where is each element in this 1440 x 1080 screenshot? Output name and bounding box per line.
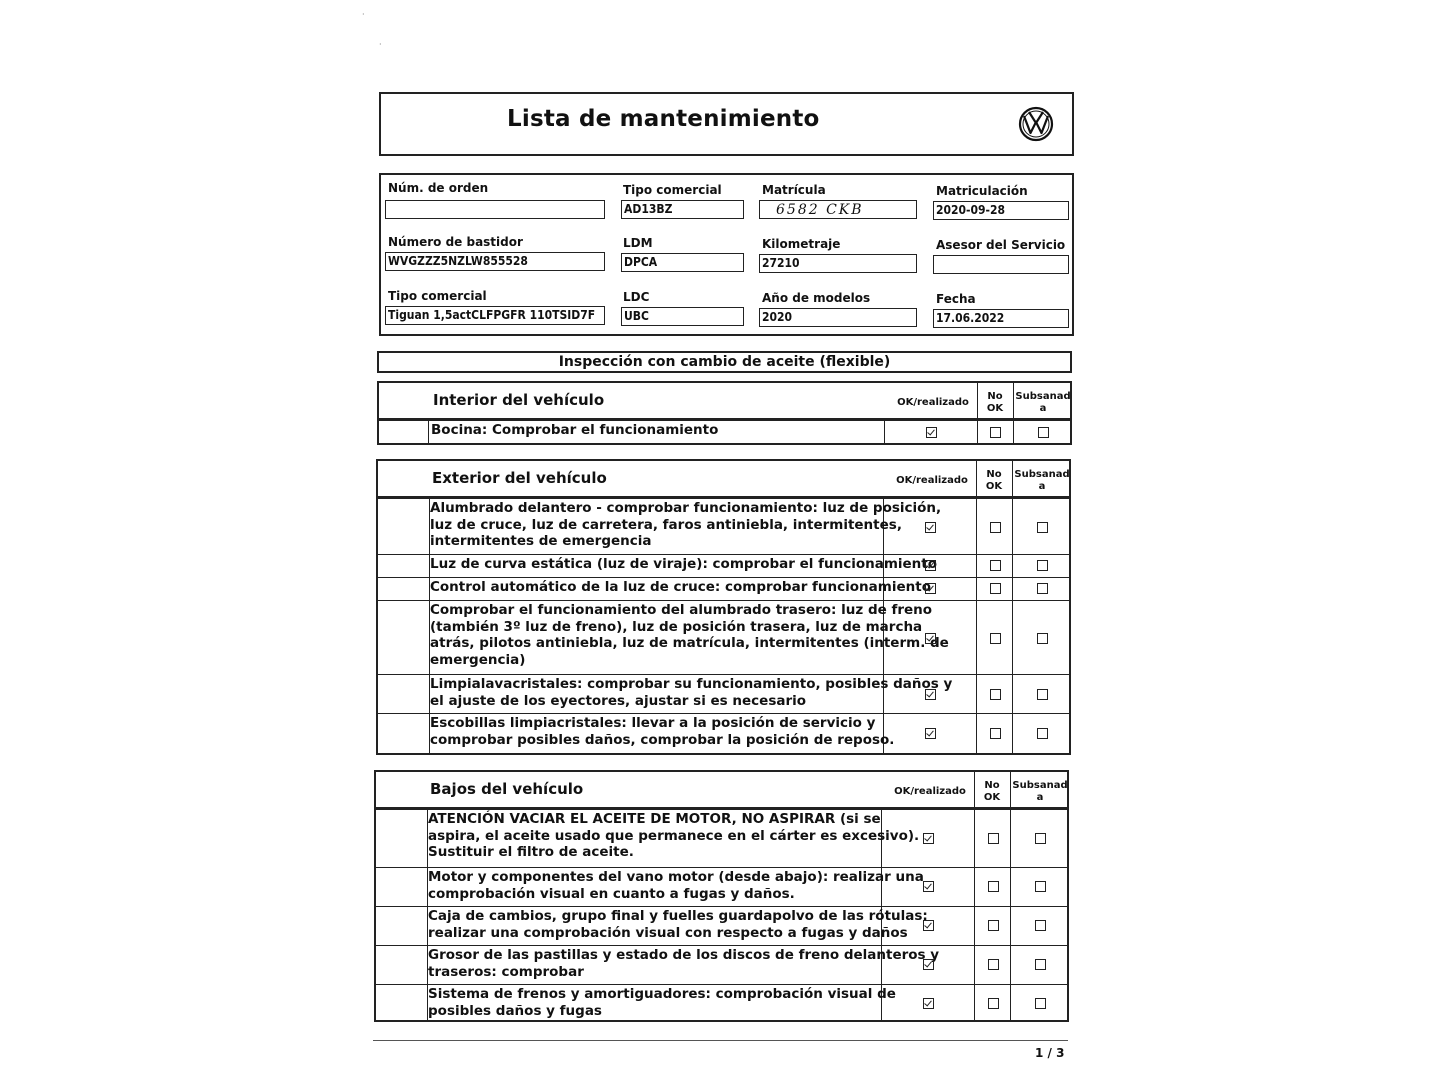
model-year-field[interactable]: 2020: [759, 308, 917, 327]
page-number: 1 / 3: [1035, 1046, 1065, 1060]
checklist-row: [376, 809, 1067, 867]
ok-checkbox[interactable]: [923, 833, 934, 844]
item-text: Bocina: Comprobar el funcionamiento: [431, 422, 719, 438]
ok-checkbox[interactable]: [925, 689, 936, 700]
nook-checkbox[interactable]: [990, 560, 1001, 571]
fixed-checkbox[interactable]: [1038, 427, 1049, 438]
plate-field[interactable]: 6582 CKB: [759, 200, 917, 219]
checklist-row: [376, 945, 1067, 984]
ok-checkbox[interactable]: [923, 998, 934, 1009]
checklist-row: [378, 600, 1069, 674]
fixed-checkbox[interactable]: [1035, 998, 1046, 1009]
ok-checkbox[interactable]: [926, 427, 937, 438]
ok-checkbox[interactable]: [925, 522, 936, 533]
item-text: Escobillas limpiacristales: llevar a la posición de servicio y comprobar posibles daños, comprobar la posición de reposo.: [430, 715, 895, 748]
item-text: Caja de cambios, grupo final y fuelles guardapolvo de las rótulas: realizar una comprobación visual con respecto a fugas y daños: [428, 908, 928, 941]
nook-checkbox[interactable]: [988, 833, 999, 844]
section-title: Exterior del vehículo: [432, 469, 607, 487]
document-title: Lista de mantenimiento: [507, 106, 820, 132]
fixed-checkbox[interactable]: [1037, 633, 1048, 644]
fixed-checkbox[interactable]: [1035, 833, 1046, 844]
nook-checkbox[interactable]: [990, 427, 1001, 438]
checklist-row: [378, 498, 1069, 554]
checklist-row: [376, 867, 1067, 906]
document-header: [379, 92, 1074, 156]
vin-label: Número de bastidor: [388, 235, 523, 249]
col-nook-label: No OK: [985, 469, 1003, 492]
ok-checkbox[interactable]: [925, 633, 936, 644]
ok-checkbox[interactable]: [925, 583, 936, 594]
registration-date-field[interactable]: 2020-09-28: [933, 201, 1069, 220]
order-number-field[interactable]: [385, 200, 605, 219]
col-fixed-label: Subsanad a: [1012, 780, 1068, 803]
ldc-label: LDC: [623, 290, 650, 304]
model-type-field[interactable]: Tiguan 1,5actCLFPGFR 110TSID7F: [385, 306, 605, 325]
item-text: Limpialavacristales: comprobar su funcionamiento, posibles daños y el ajuste de los eyectores, ajustar si es necesario: [430, 676, 953, 709]
col-ok-label: OK/realizado: [894, 786, 966, 797]
col-ok-label: OK/realizado: [896, 475, 968, 486]
section-rows: [378, 498, 1069, 753]
mileage-label: Kilometraje: [762, 237, 841, 251]
ok-checkbox[interactable]: [923, 881, 934, 892]
fixed-checkbox[interactable]: [1037, 689, 1048, 700]
section-header: [379, 383, 1070, 420]
section-exterior: [376, 459, 1071, 755]
checklist-row: [378, 577, 1069, 600]
section-rows: [376, 809, 1067, 1020]
service-advisor-label: Asesor del Servicio: [936, 238, 1066, 252]
item-text: ATENCIÓN VACIAR EL ACEITE DE MOTOR, NO ASPIRAR (si se aspira, el aceite usado que permanece en el cárter es excesivo). Sustituir el filtro de aceite.: [428, 811, 920, 860]
col-ok-label: OK/realizado: [897, 397, 969, 408]
checklist-row: [378, 674, 1069, 713]
col-fixed-label: Subsanad a: [1014, 469, 1070, 492]
vin-field[interactable]: WVGZZZ5NZLW855528: [385, 252, 605, 271]
fixed-checkbox[interactable]: [1035, 881, 1046, 892]
nook-checkbox[interactable]: [990, 728, 1001, 739]
section-header: [376, 772, 1067, 809]
footer-rule: [373, 1040, 1068, 1041]
item-text: Luz de curva estática (luz de viraje): comprobar el funcionamiento: [430, 556, 938, 572]
col-fixed-label: Subsanad a: [1015, 391, 1071, 414]
fixed-checkbox[interactable]: [1037, 583, 1048, 594]
fixed-checkbox[interactable]: [1035, 959, 1046, 970]
nook-checkbox[interactable]: [990, 633, 1001, 644]
model-year-label: Año de modelos: [762, 291, 871, 305]
section-rows: [379, 420, 1070, 443]
plate-label: Matrícula: [762, 183, 826, 197]
inspection-banner: Inspección con cambio de aceite (flexible): [377, 351, 1072, 373]
commercial-type-label: Tipo comercial: [623, 183, 722, 197]
ldc-field[interactable]: UBC: [621, 307, 744, 326]
item-text: Grosor de las pastillas y estado de los discos de freno delanteros y traseros: comprobar: [428, 947, 940, 980]
ok-checkbox[interactable]: [923, 920, 934, 931]
item-text: Alumbrado delantero - comprobar funcionamiento: luz de posición, luz de cruce, luz de carretera, faros antiniebla, intermitentes, intermitentes de emergencia: [430, 500, 942, 549]
ldm-label: LDM: [623, 236, 653, 250]
order-number-label: Núm. de orden: [388, 181, 489, 195]
service-advisor-field[interactable]: [933, 255, 1069, 274]
section-interior: [377, 381, 1072, 445]
col-nook-label: No OK: [986, 391, 1004, 414]
nook-checkbox[interactable]: [988, 881, 999, 892]
checklist-row: [379, 420, 1070, 445]
fixed-checkbox[interactable]: [1037, 522, 1048, 533]
item-text: Sistema de frenos y amortiguadores: comprobación visual de posibles daños y fugas: [428, 986, 896, 1019]
item-text: Control automático de la luz de cruce: comprobar funcionamiento: [430, 579, 931, 595]
nook-checkbox[interactable]: [990, 689, 1001, 700]
ok-checkbox[interactable]: [923, 959, 934, 970]
commercial-type-field[interactable]: AD13BZ: [621, 200, 744, 219]
nook-checkbox[interactable]: [990, 583, 1001, 594]
item-text: Motor y componentes del vano motor (desde abajo): realizar una comprobación visual en cuanto a fugas y daños.: [428, 869, 924, 902]
mileage-field[interactable]: 27210: [759, 254, 917, 273]
checklist-row: [376, 906, 1067, 945]
nook-checkbox[interactable]: [988, 998, 999, 1009]
nook-checkbox[interactable]: [988, 959, 999, 970]
item-text: Comprobar el funcionamiento del alumbrado trasero: luz de freno (también 3º luz de freno), luz de posición trasera, luz de marcha atrás, pilotos antiniebla, luz de matrícula, intermitentes (interm. de emergencia): [430, 602, 949, 668]
section-title: Interior del vehículo: [433, 391, 605, 409]
section-header: [378, 461, 1069, 498]
section-underbody: [374, 770, 1069, 1022]
vw-logo-icon: [1018, 106, 1054, 142]
nook-checkbox[interactable]: [988, 920, 999, 931]
ldm-field[interactable]: DPCA: [621, 253, 744, 272]
section-title: Bajos del vehículo: [430, 780, 584, 798]
checklist-row: [378, 713, 1069, 755]
date-field[interactable]: 17.06.2022: [933, 309, 1069, 328]
fixed-checkbox[interactable]: [1035, 920, 1046, 931]
checklist-row: [376, 984, 1067, 1024]
ok-checkbox[interactable]: [925, 560, 936, 571]
col-nook-label: No OK: [983, 780, 1001, 803]
ok-checkbox[interactable]: [925, 728, 936, 739]
checklist-row: [378, 554, 1069, 577]
date-label: Fecha: [936, 292, 976, 306]
model-type-label: Tipo comercial: [388, 289, 487, 303]
fixed-checkbox[interactable]: [1037, 560, 1048, 571]
nook-checkbox[interactable]: [990, 522, 1001, 533]
fixed-checkbox[interactable]: [1037, 728, 1048, 739]
registration-date-label: Matriculación: [936, 184, 1028, 198]
vehicle-info-panel: [379, 173, 1074, 336]
